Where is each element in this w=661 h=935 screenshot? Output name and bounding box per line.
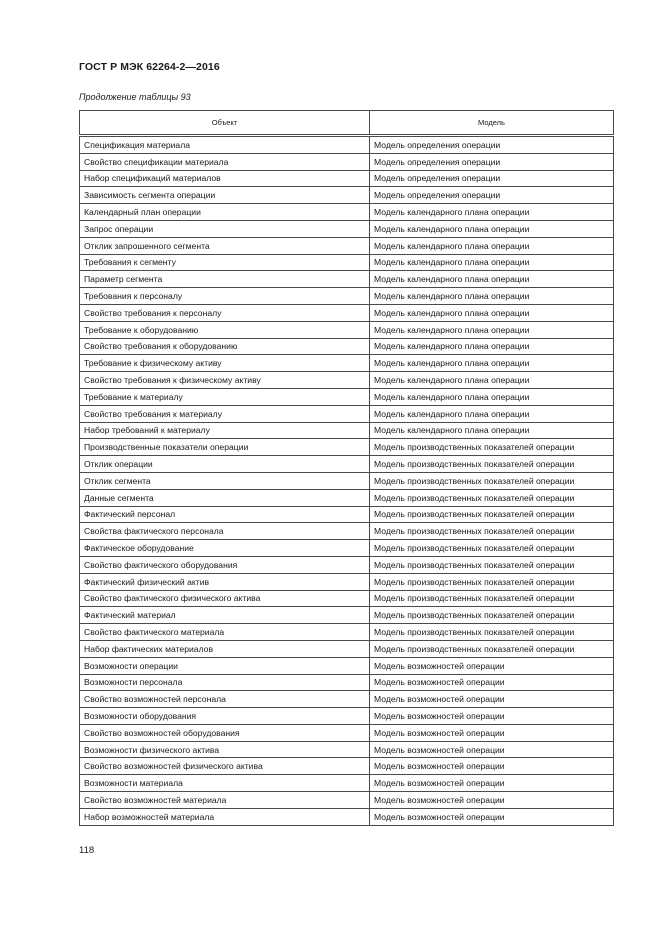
cell-object: Фактическое оборудование — [80, 540, 370, 557]
table-row — [80, 758, 614, 775]
cell-object: Параметр сегмента — [80, 271, 370, 288]
cell-object: Отклик сегмента — [80, 472, 370, 489]
table-row — [80, 607, 614, 624]
table-row — [80, 590, 614, 607]
table-row — [80, 674, 614, 691]
table-row — [80, 708, 614, 725]
cell-object: Свойство требования к физическому активу — [80, 372, 370, 389]
cell-object: Требование к материалу — [80, 388, 370, 405]
table-row — [80, 691, 614, 708]
cell-object: Отклик операции — [80, 456, 370, 473]
table-row — [80, 506, 614, 523]
table-row — [80, 220, 614, 237]
cell-object: Свойство требования к персоналу — [80, 304, 370, 321]
cell-object: Требование к физическому активу — [80, 355, 370, 372]
cell-object: Требования к сегменту — [80, 254, 370, 271]
cell-object: Зависимость сегмента операции — [80, 187, 370, 204]
table-row — [80, 540, 614, 557]
cell-object: Требование к оборудованию — [80, 321, 370, 338]
table-row — [80, 355, 614, 372]
cell-model: Модель календарного плана операции — [370, 304, 614, 321]
table-row — [80, 657, 614, 674]
table-header-row — [80, 111, 614, 136]
cell-model: Модель определения операции — [370, 170, 614, 187]
cell-model: Модель календарного плана операции — [370, 388, 614, 405]
cell-model: Модель производственных показателей операции — [370, 624, 614, 641]
cell-object: Запрос операции — [80, 220, 370, 237]
cell-object: Свойство спецификации материала — [80, 153, 370, 170]
cell-object: Свойство фактического материала — [80, 624, 370, 641]
cell-model: Модель производственных показателей операции — [370, 590, 614, 607]
table-row — [80, 237, 614, 254]
cell-object: Возможности оборудования — [80, 708, 370, 725]
cell-model: Модель производственных показателей операции — [370, 506, 614, 523]
cell-model: Модель определения операции — [370, 187, 614, 204]
cell-object: Фактический персонал — [80, 506, 370, 523]
cell-object: Свойства фактического персонала — [80, 523, 370, 540]
table-row — [80, 271, 614, 288]
table-row — [80, 187, 614, 204]
cell-model: Модель возможностей операции — [370, 724, 614, 741]
cell-model: Модель определения операции — [370, 136, 614, 154]
cell-object: Возможности персонала — [80, 674, 370, 691]
table-row — [80, 489, 614, 506]
table-caption: Продолжение таблицы 93 — [79, 92, 191, 102]
cell-model: Модель возможностей операции — [370, 674, 614, 691]
table-row — [80, 556, 614, 573]
cell-model: Модель производственных показателей операции — [370, 607, 614, 624]
cell-model: Модель производственных показателей операции — [370, 489, 614, 506]
cell-object: Набор возможностей материала — [80, 808, 370, 825]
cell-model: Модель производственных показателей операции — [370, 540, 614, 557]
cell-object: Свойство возможностей физического актива — [80, 758, 370, 775]
cell-model: Модель возможностей операции — [370, 808, 614, 825]
cell-object: Отклик запрошенного сегмента — [80, 237, 370, 254]
cell-model: Модель календарного плана операции — [370, 237, 614, 254]
table-row — [80, 254, 614, 271]
table-row — [80, 204, 614, 221]
cell-model: Модель производственных показателей операции — [370, 439, 614, 456]
table-row — [80, 523, 614, 540]
cell-model: Модель календарного плана операции — [370, 254, 614, 271]
cell-object: Календарный план операции — [80, 204, 370, 221]
cell-object: Данные сегмента — [80, 489, 370, 506]
cell-object: Спецификация материала — [80, 136, 370, 154]
cell-model: Модель возможностей операции — [370, 691, 614, 708]
cell-object: Набор фактических материалов — [80, 640, 370, 657]
table-row — [80, 792, 614, 809]
column-header-model: Модель — [370, 111, 614, 136]
page-number: 118 — [79, 845, 95, 856]
table-row — [80, 388, 614, 405]
table-body — [80, 136, 614, 826]
cell-object: Свойство фактического оборудования — [80, 556, 370, 573]
cell-model: Модель календарного плана операции — [370, 422, 614, 439]
table-row — [80, 136, 614, 154]
cell-model: Модель производственных показателей операции — [370, 556, 614, 573]
cell-object: Фактический материал — [80, 607, 370, 624]
cell-model: Модель производственных показателей операции — [370, 573, 614, 590]
cell-model: Модель календарного плана операции — [370, 220, 614, 237]
cell-model: Модель производственных показателей операции — [370, 523, 614, 540]
cell-object: Свойство фактического физического актива — [80, 590, 370, 607]
cell-object: Набор спецификаций материалов — [80, 170, 370, 187]
table-row — [80, 338, 614, 355]
cell-object: Свойство требования к материалу — [80, 405, 370, 422]
cell-model: Модель возможностей операции — [370, 775, 614, 792]
cell-model: Модель календарного плана операции — [370, 372, 614, 389]
table-row — [80, 288, 614, 305]
cell-object: Свойство возможностей материала — [80, 792, 370, 809]
cell-model: Модель определения операции — [370, 153, 614, 170]
cell-model: Модель календарного плана операции — [370, 405, 614, 422]
cell-model: Модель производственных показателей операции — [370, 456, 614, 473]
cell-model: Модель производственных показателей операции — [370, 472, 614, 489]
cell-object: Свойство возможностей персонала — [80, 691, 370, 708]
cell-object: Требования к персоналу — [80, 288, 370, 305]
cell-object: Свойство возможностей оборудования — [80, 724, 370, 741]
table-row — [80, 170, 614, 187]
table-row — [80, 153, 614, 170]
table-row — [80, 775, 614, 792]
cell-model: Модель календарного плана операции — [370, 321, 614, 338]
object-model-table — [79, 110, 614, 826]
cell-model: Модель производственных показателей операции — [370, 640, 614, 657]
cell-object: Возможности материала — [80, 775, 370, 792]
column-header-object: Объект — [80, 111, 370, 136]
cell-model: Модель календарного плана операции — [370, 338, 614, 355]
document-title: ГОСТ Р МЭК 62264-2—2016 — [79, 61, 220, 73]
table-row — [80, 808, 614, 825]
cell-model: Модель возможностей операции — [370, 792, 614, 809]
table-row — [80, 439, 614, 456]
cell-model: Модель возможностей операции — [370, 657, 614, 674]
table-row — [80, 321, 614, 338]
cell-object: Производственные показатели операции — [80, 439, 370, 456]
cell-object: Свойство требования к оборудованию — [80, 338, 370, 355]
cell-object: Возможности физического актива — [80, 741, 370, 758]
cell-object: Фактический физический актив — [80, 573, 370, 590]
table-row — [80, 472, 614, 489]
cell-model: Модель календарного плана операции — [370, 271, 614, 288]
cell-model: Модель календарного плана операции — [370, 355, 614, 372]
table-row — [80, 405, 614, 422]
table-row — [80, 372, 614, 389]
cell-model: Модель календарного плана операции — [370, 204, 614, 221]
cell-object: Набор требований к материалу — [80, 422, 370, 439]
table-row — [80, 422, 614, 439]
table-row — [80, 304, 614, 321]
cell-model: Модель возможностей операции — [370, 741, 614, 758]
table-row — [80, 573, 614, 590]
cell-model: Модель календарного плана операции — [370, 288, 614, 305]
table-row — [80, 456, 614, 473]
table-row — [80, 624, 614, 641]
cell-object: Возможности операции — [80, 657, 370, 674]
table-row — [80, 640, 614, 657]
cell-model: Модель возможностей операции — [370, 758, 614, 775]
cell-model: Модель возможностей операции — [370, 708, 614, 725]
table-row — [80, 741, 614, 758]
table-row — [80, 724, 614, 741]
